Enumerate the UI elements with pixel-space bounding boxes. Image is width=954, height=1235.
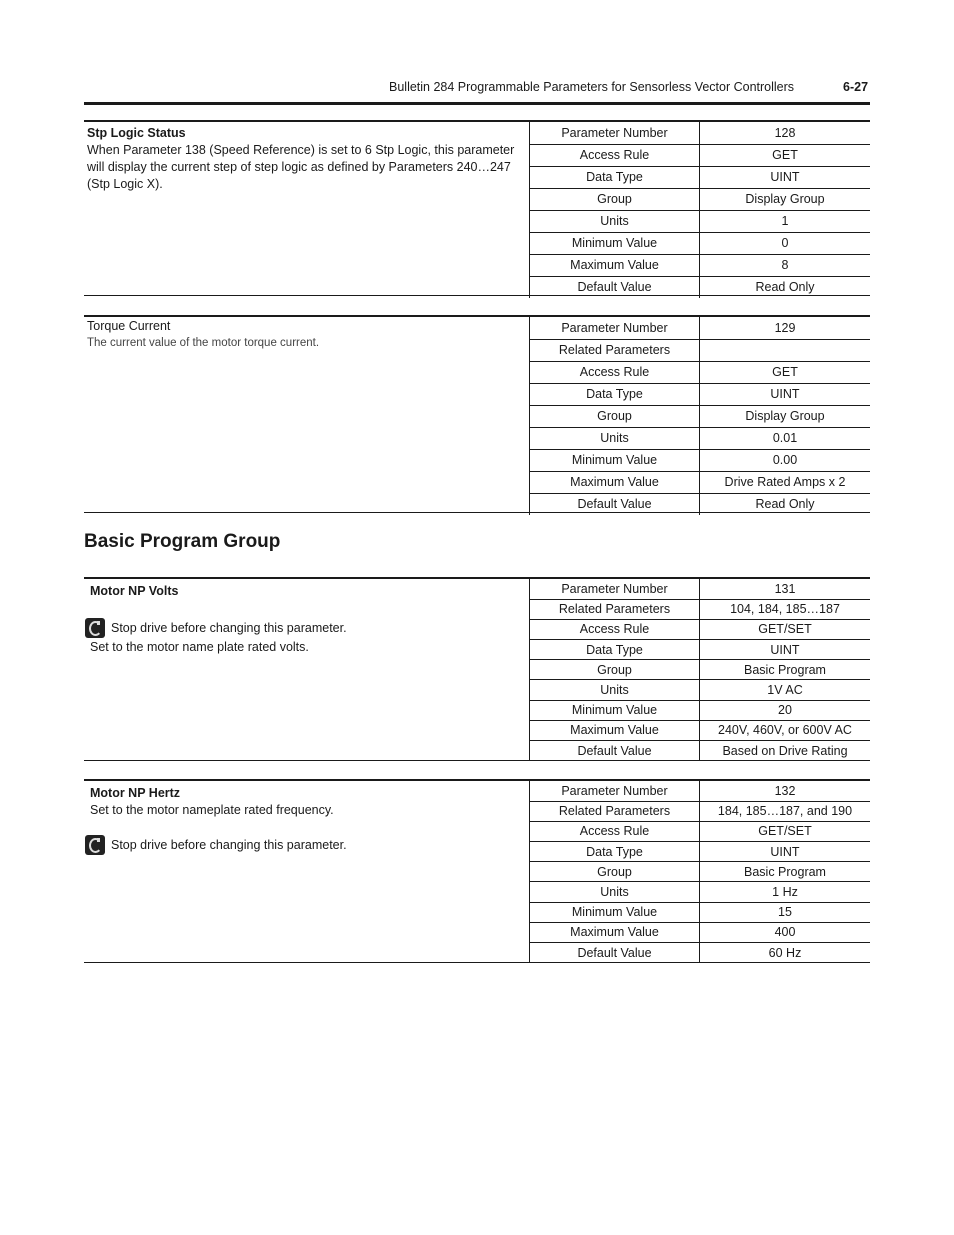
param-row-value: 15 <box>700 902 871 922</box>
param-row-value: 0 <box>700 232 871 254</box>
param-row <box>530 720 871 740</box>
param-row <box>530 383 871 405</box>
stop-notice <box>85 618 535 638</box>
header-rule <box>84 102 870 105</box>
param-row-value: 1V AC <box>700 680 871 700</box>
param-row <box>530 317 871 339</box>
stop-notice <box>85 835 535 855</box>
param-row-value: UINT <box>700 842 871 862</box>
param-row-value: 1 Hz <box>700 882 871 902</box>
stop-notice-text: Stop drive before changing this parameter. <box>111 837 347 852</box>
param-row-value: GET/SET <box>700 619 871 639</box>
param-row-label: Parameter Number <box>530 781 700 801</box>
param-row-label: Maximum Value <box>530 922 700 942</box>
param-row-label: Minimum Value <box>530 700 700 720</box>
param-row-label: Data Type <box>530 640 700 660</box>
param-row <box>530 700 871 720</box>
param-row-value: Based on Drive Rating <box>700 741 871 761</box>
param-row-value: 184, 185…187, and 190 <box>700 801 871 821</box>
param-title: Motor NP Volts <box>90 584 179 598</box>
param-row-label: Group <box>530 862 700 882</box>
param-row-label: Default Value <box>530 276 700 298</box>
param-row-label: Units <box>530 210 700 232</box>
param-description: Set to the motor nameplate rated frequency. <box>90 803 334 817</box>
param-row-label: Minimum Value <box>530 232 700 254</box>
param-row-label: Data Type <box>530 383 700 405</box>
param-table <box>529 579 870 761</box>
param-table <box>529 317 870 515</box>
param-row-label: Maximum Value <box>530 254 700 276</box>
param-row <box>530 254 871 276</box>
param-row-label: Parameter Number <box>530 579 700 599</box>
param-row <box>530 599 871 619</box>
param-row-label: Group <box>530 188 700 210</box>
param-row-label: Units <box>530 427 700 449</box>
param-row-value: 132 <box>700 781 871 801</box>
param-row-label: Units <box>530 882 700 902</box>
param-row-label: Access Rule <box>530 361 700 383</box>
stop-drive-icon <box>85 835 105 855</box>
param-row <box>530 922 871 942</box>
param-row-value: Display Group <box>700 188 871 210</box>
param-row-label: Maximum Value <box>530 471 700 493</box>
section-heading: Basic Program Group <box>84 531 281 552</box>
param-row-label: Parameter Number <box>530 317 700 339</box>
param-row-label: Access Rule <box>530 619 700 639</box>
page-header-title: Bulletin 284 Programmable Parameters for Sensorless Vector Controllers <box>389 80 795 94</box>
param-row-label: Minimum Value <box>530 902 700 922</box>
param-row-value: UINT <box>700 166 871 188</box>
param-row <box>530 619 871 639</box>
param-description: Set to the motor name plate rated volts. <box>90 640 309 654</box>
param-block-stp-logic-status <box>84 120 870 296</box>
param-row-value: Read Only <box>700 276 871 298</box>
param-row-label: Group <box>530 405 700 427</box>
param-row <box>530 361 871 383</box>
param-row-label: Data Type <box>530 166 700 188</box>
param-row <box>530 660 871 680</box>
param-row <box>530 232 871 254</box>
param-row-value: GET <box>700 361 871 383</box>
param-row-label: Related Parameters <box>530 339 700 361</box>
param-row-value: GET/SET <box>700 821 871 841</box>
param-row <box>530 902 871 922</box>
param-row-label: Group <box>530 660 700 680</box>
param-row-value: 129 <box>700 317 871 339</box>
param-row-label: Parameter Number <box>530 122 700 144</box>
param-row-value: 104, 184, 185…187 <box>700 599 871 619</box>
param-row <box>530 166 871 188</box>
param-row <box>530 821 871 841</box>
param-row <box>530 882 871 902</box>
param-row-label: Maximum Value <box>530 720 700 740</box>
param-row-label: Default Value <box>530 943 700 963</box>
stop-drive-icon <box>85 618 105 638</box>
param-row-value: UINT <box>700 383 871 405</box>
param-row-value: 20 <box>700 700 871 720</box>
param-row-value: 1 <box>700 210 871 232</box>
param-row <box>530 842 871 862</box>
param-table <box>529 781 870 963</box>
param-block-motor-np-volts <box>84 577 870 761</box>
param-row <box>530 640 871 660</box>
param-row-value: Read Only <box>700 493 871 515</box>
param-row-value <box>700 339 871 361</box>
param-title: Motor NP Hertz <box>90 786 181 800</box>
param-row <box>530 122 871 144</box>
param-row-value: 8 <box>700 254 871 276</box>
param-row <box>530 680 871 700</box>
param-row-label: Minimum Value <box>530 449 700 471</box>
param-row-label: Related Parameters <box>530 599 700 619</box>
page-number: 6-27 <box>843 80 869 94</box>
param-row <box>530 449 871 471</box>
param-row-value: UINT <box>700 640 871 660</box>
param-description: When Parameter 138 (Speed Reference) is set to 6 Stp Logic, this parameter will display the current step of step logic as defined by Parameters 240…247 (Stp Logic X). <box>87 143 515 191</box>
param-row-label: Access Rule <box>530 144 700 166</box>
param-block-torque-current <box>84 315 870 513</box>
param-row <box>530 188 871 210</box>
param-row-value: 128 <box>700 122 871 144</box>
param-title: Torque Current <box>87 319 171 333</box>
param-row <box>530 339 871 361</box>
param-row <box>530 741 871 761</box>
param-row <box>530 943 871 963</box>
param-row-label: Data Type <box>530 842 700 862</box>
param-row-value: 400 <box>700 922 871 942</box>
param-row-label: Default Value <box>530 493 700 515</box>
param-row <box>530 210 871 232</box>
param-row-value: GET <box>700 144 871 166</box>
param-row <box>530 471 871 493</box>
param-row <box>530 405 871 427</box>
param-row-label: Units <box>530 680 700 700</box>
param-row-value: Basic Program <box>700 660 871 680</box>
param-row-label: Access Rule <box>530 821 700 841</box>
param-row-value: Display Group <box>700 405 871 427</box>
param-row <box>530 579 871 599</box>
stop-notice-text: Stop drive before changing this parameter. <box>111 620 347 635</box>
param-title: Stp Logic Status <box>87 126 186 140</box>
param-row-value: 60 Hz <box>700 943 871 963</box>
param-row <box>530 276 871 298</box>
param-row <box>530 493 871 515</box>
param-row-value: Drive Rated Amps x 2 <box>700 471 871 493</box>
param-row <box>530 801 871 821</box>
param-row-value: 0.01 <box>700 427 871 449</box>
param-row-label: Related Parameters <box>530 801 700 821</box>
param-row-value: 0.00 <box>700 449 871 471</box>
param-row <box>530 144 871 166</box>
param-row-value: Basic Program <box>700 862 871 882</box>
param-table <box>529 122 870 298</box>
param-block-motor-np-hertz <box>84 779 870 963</box>
param-row-label: Default Value <box>530 741 700 761</box>
param-row <box>530 781 871 801</box>
param-row-value: 131 <box>700 579 871 599</box>
param-row <box>530 427 871 449</box>
param-row-value: 240V, 460V, or 600V AC <box>700 720 871 740</box>
param-description: The current value of the motor torque current. <box>87 337 320 349</box>
param-row <box>530 862 871 882</box>
